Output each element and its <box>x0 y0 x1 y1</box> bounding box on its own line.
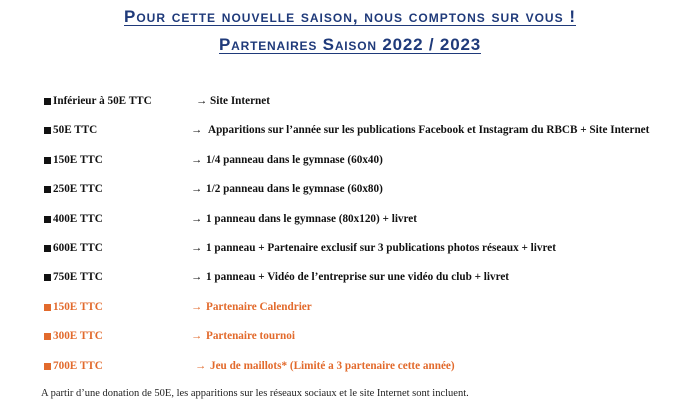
tier-description: 1/2 panneau dans le gymnase (60x80) <box>206 183 383 196</box>
tier-row <box>44 153 694 182</box>
tier-price: 750E TTC <box>53 271 103 284</box>
square-bullet-icon <box>44 216 51 223</box>
square-bullet-icon <box>44 127 51 134</box>
tier-price: 150E TTC <box>53 300 103 313</box>
right-arrow-icon: → <box>195 359 207 372</box>
tier-price: Inférieur à 50E TTC <box>53 95 152 107</box>
square-bullet-icon <box>44 157 51 164</box>
page-subtitle: Partenaires Saison 2022 / 2023 <box>219 35 481 54</box>
tier-description: 1/4 panneau dans le gymnase (60x40) <box>206 153 383 166</box>
tier-description: 1 panneau dans le gymnase (80x120) + livret <box>206 212 417 225</box>
right-arrow-icon: → <box>196 95 208 107</box>
right-arrow-icon: → <box>191 124 203 137</box>
tier-row-highlighted <box>44 359 694 388</box>
right-arrow-icon: → <box>191 300 203 313</box>
tier-row <box>44 94 694 123</box>
tier-description: 1 panneau + Partenaire exclusif sur 3 publications photos réseaux + livret <box>206 241 556 254</box>
tier-row-highlighted <box>44 300 694 329</box>
right-arrow-icon: → <box>191 241 203 254</box>
square-bullet-icon <box>44 245 51 252</box>
right-arrow-icon: → <box>191 330 203 343</box>
tier-row <box>44 241 694 270</box>
tier-description: Jeu de maillots* (Limité a 3 partenaire cette année) <box>210 359 455 372</box>
tier-price: 400E TTC <box>53 212 103 225</box>
tier-description: Site Internet <box>210 95 270 107</box>
tier-description: Partenaire tournoi <box>206 330 295 343</box>
tier-row <box>44 123 694 152</box>
footnote: A partir d’une donation de 50E, les apparitions sur les réseaux sociaux et le site Internet sont incluent. <box>41 388 469 399</box>
square-bullet-icon <box>44 363 51 370</box>
square-bullet-icon <box>44 274 51 281</box>
right-arrow-icon: → <box>191 183 203 196</box>
tier-row <box>44 270 694 299</box>
right-arrow-icon: → <box>191 212 203 225</box>
tier-price: 700E TTC <box>53 359 103 372</box>
tier-price: 600E TTC <box>53 241 103 254</box>
tier-row-highlighted <box>44 329 694 358</box>
tier-price: 250E TTC <box>53 183 103 196</box>
tier-row <box>44 212 694 241</box>
partner-tier-list <box>44 94 694 388</box>
tier-price: 150E TTC <box>53 153 103 166</box>
tier-price: 300E TTC <box>53 330 103 343</box>
right-arrow-icon: → <box>191 271 203 284</box>
square-bullet-icon <box>44 304 51 311</box>
square-bullet-icon <box>44 186 51 193</box>
page-title: Pour cette nouvelle saison, nous comptons sur vous ! <box>124 7 576 26</box>
right-arrow-icon: → <box>191 153 203 166</box>
tier-description: Apparitions sur l’année sur les publications Facebook et Instagram du RBCB + Site Internet <box>208 124 650 137</box>
tier-description: Partenaire Calendrier <box>206 300 312 313</box>
tier-price: 50E TTC <box>53 124 98 137</box>
tier-row <box>44 182 694 211</box>
square-bullet-icon <box>44 98 51 105</box>
square-bullet-icon <box>44 333 51 340</box>
tier-description: 1 panneau + Vidéo de l’entreprise sur une vidéo du club + livret <box>206 271 510 284</box>
